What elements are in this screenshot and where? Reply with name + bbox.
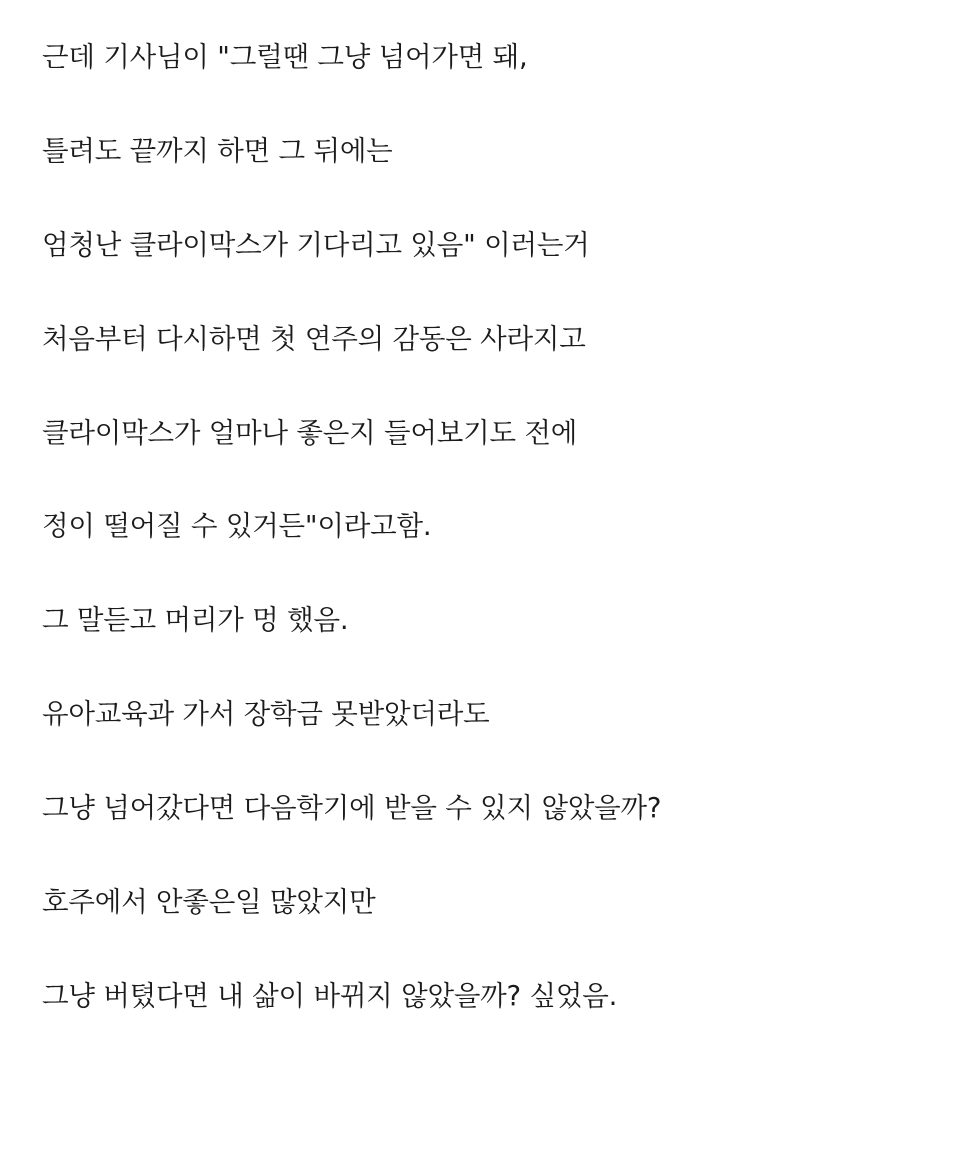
text-line: 호주에서 안좋은일 많았지만 [42,886,376,919]
text-line: 그 말듣고 머리가 멍 했음. [42,604,349,637]
text-line: 유아교육과 가서 장학금 못받았더라도 [42,698,490,731]
text-line: 그냥 넘어갔다면 다음학기에 받을 수 있지 않았을까? [42,792,662,825]
text-line: 근데 기사님이 "그럴땐 그냥 넘어가면 돼, [42,41,528,73]
text-line: 처음부터 다시하면 첫 연주의 감동은 사라지고 [42,322,586,355]
text-line: 그냥 버텼다면 내 삶이 바뀌지 않았을까? 싶었음. [42,979,618,1012]
story-text-block [42,42,926,1013]
text-line: 틀려도 끝까지 하면 그 뒤에는 [42,134,393,167]
text-line: 엄청난 클라이막스가 기다리고 있음" 이러는거 [42,228,590,261]
text-line: 클라이막스가 얼마나 좋은지 들어보기도 전에 [42,416,578,449]
text-line: 정이 떨어질 수 있거든"이라고함. [42,510,432,543]
